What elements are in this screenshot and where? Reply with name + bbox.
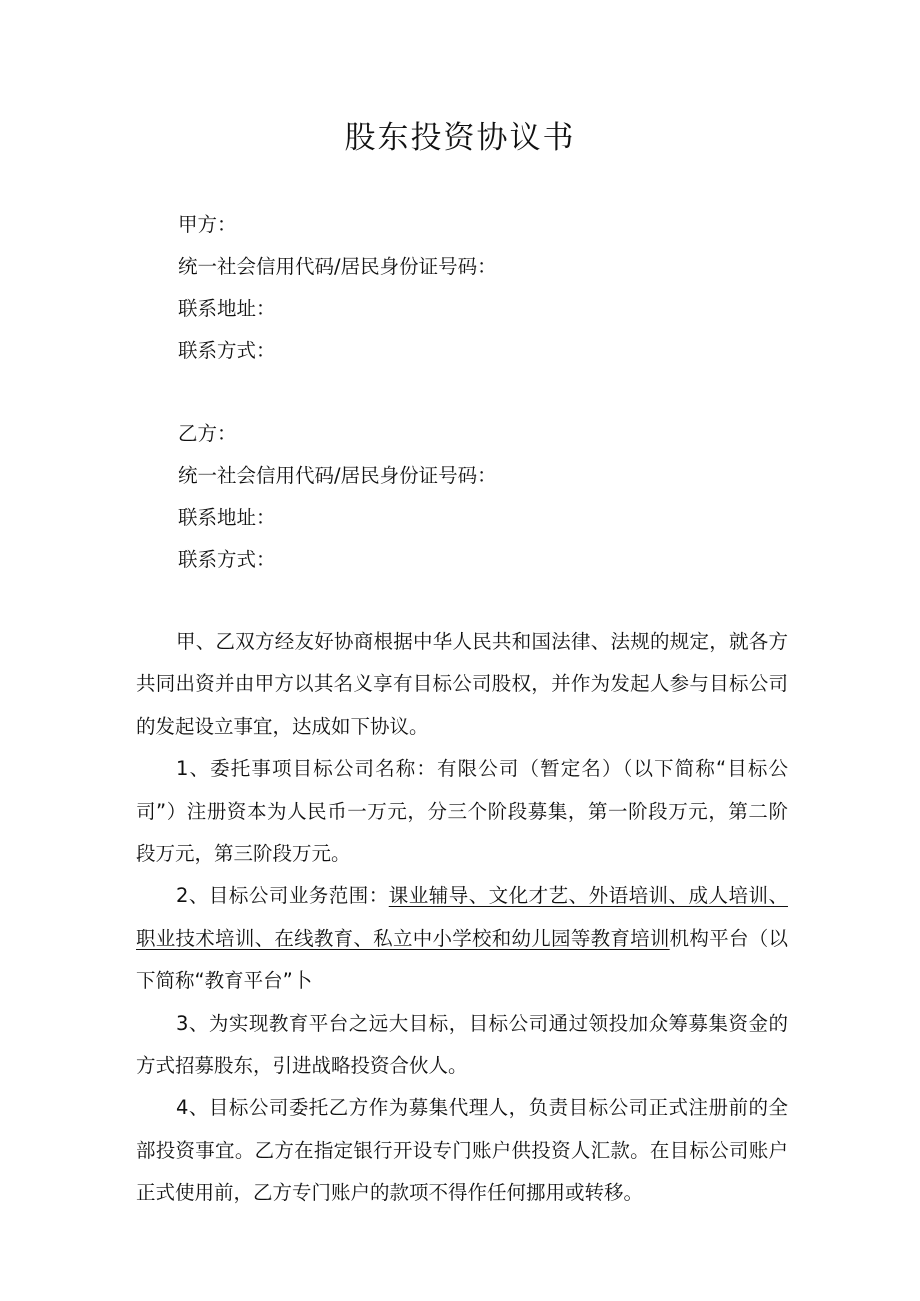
clause-2-prefix: 2、目标公司业务范围： [176,884,389,908]
clause-2-suffix: 机构平台（以下简称“教育平台”卜 [136,926,788,993]
party-a-block [178,204,497,372]
party-b-id-label: 统一社会信用代码/居民身份证号码： [178,464,497,487]
party-a-address-label: 联系地址： [178,297,276,320]
party-b-address-label: 联系地址： [178,506,276,529]
clause-2-paragraph [136,875,788,1002]
party-a-name-label: 甲方： [178,213,237,236]
preamble-paragraph: 甲、乙双方经友好协商根据中华人民共和国法律、法规的规定，就各方共同出资并由甲方以其名义享有目标公司股权，并作为发起人参与目标公司的发起设立事宜，达成如下协议。 [136,630,788,738]
party-b-contact-label: 联系方式： [178,548,276,571]
clause-3-paragraph: 3、为实现教育平台之远大目标，目标公司通过领投加众筹募集资金的方式招募股东，引进战略投资合伙人。 [136,1011,788,1078]
party-b-block [178,413,497,581]
document-title: 股东投资协议书 [344,120,576,156]
party-a-contact-label: 联系方式： [178,339,276,362]
party-b-name-label: 乙方： [178,422,237,445]
party-a-id-label: 统一社会信用代码/居民身份证号码： [178,255,497,278]
clause-2-business-scope: 课业辅导、文化才艺、外语培训、成人培训、职业技术培训、在线教育、私立中小学校和幼儿园等教育培训 [136,884,788,950]
agreement-body [136,621,788,1215]
clause-1-paragraph: 1、委托事项目标公司名称：有限公司（暂定名）（以下简称“目标公司”）注册资本为人民币一万元，分三个阶段募集，第一阶段万元，第二阶段万元，第三阶段万元。 [136,757,788,866]
clause-4-paragraph: 4、目标公司委托乙方作为募集代理人，负责目标公司正式注册前的全部投资事宜。乙方在指定银行开设专门账户供投资人汇款。在目标公司账户正式使用前，乙方专门账户的款项不得作任何挪用或转移。 [136,1096,788,1205]
